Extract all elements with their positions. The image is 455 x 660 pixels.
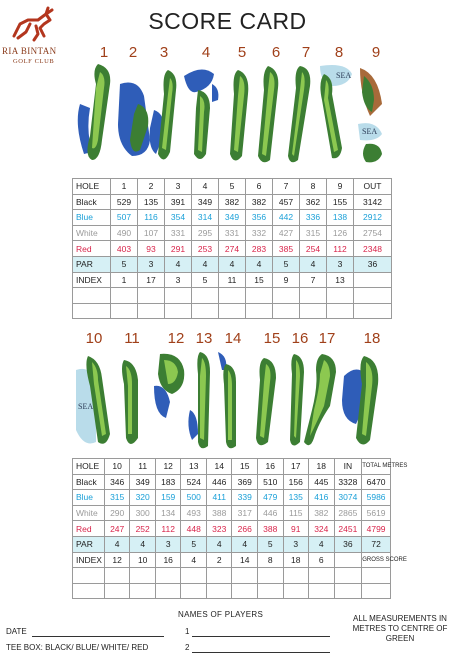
table-cell: 524 — [181, 474, 207, 490]
table-cell: 4 — [246, 256, 273, 272]
table-row — [73, 490, 391, 506]
player-2-label: 2 — [185, 643, 190, 652]
table-cell: 369 — [232, 474, 258, 490]
hole-number: 5 — [237, 44, 247, 61]
names-of-players-heading: NAMES OF PLAYERS — [178, 610, 264, 619]
score-entry-cell[interactable] — [73, 288, 111, 304]
hole-header: 18 — [309, 459, 335, 475]
hole-header: 17 — [283, 459, 309, 475]
hole-number: 3 — [159, 44, 169, 61]
table-cell: 16 — [155, 552, 181, 568]
gross-score-header: GROSS SCORE — [362, 552, 391, 568]
table-cell: 36 — [354, 256, 392, 272]
table-cell: 15 — [246, 272, 273, 288]
club-subtitle: GOLF CLUB — [13, 58, 55, 65]
table-cell: 385 — [273, 241, 300, 257]
front-nine-hole-maps — [0, 44, 455, 170]
hole-header: 5 — [219, 179, 246, 195]
hole-header: 15 — [232, 459, 258, 475]
table-cell: 529 — [111, 194, 138, 210]
player-1-label: 1 — [185, 627, 190, 636]
hole-number: 14 — [224, 330, 242, 347]
score-entry-cell[interactable] — [283, 583, 309, 599]
hole-number: 13 — [195, 330, 213, 347]
table-cell: 315 — [104, 490, 130, 506]
water-hazard — [212, 84, 218, 102]
table-cell: 126 — [327, 225, 354, 241]
table-cell: 479 — [258, 490, 284, 506]
hole-header: 1 — [111, 179, 138, 195]
row-label: PAR — [73, 256, 111, 272]
table-cell: 442 — [273, 210, 300, 226]
table-cell: 3 — [165, 272, 192, 288]
table-cell: 457 — [273, 194, 300, 210]
table-cell: 5 — [273, 256, 300, 272]
hole-number: 11 — [124, 330, 140, 347]
club-name: RIA BINTAN — [2, 46, 57, 56]
table-cell — [354, 272, 392, 288]
table-row — [73, 568, 391, 584]
table-cell: 4 — [165, 256, 192, 272]
hole-number: 8 — [334, 44, 344, 61]
hole-header: 9 — [327, 179, 354, 195]
hole-header: 13 — [181, 459, 207, 475]
table-cell: 382 — [246, 194, 273, 210]
table-cell — [334, 552, 362, 568]
score-entry-cell[interactable] — [111, 303, 138, 319]
table-cell: 91 — [283, 521, 309, 537]
table-cell: 382 — [219, 194, 246, 210]
table-cell: 135 — [138, 194, 165, 210]
sea-label: SEA — [78, 402, 94, 411]
table-cell: 112 — [155, 521, 181, 537]
hole-number: 4 — [201, 44, 211, 61]
table-row — [73, 225, 392, 241]
in-header: IN — [334, 459, 362, 475]
table-cell: 266 — [232, 521, 258, 537]
score-entry-cell[interactable] — [258, 568, 284, 584]
table-cell: 6470 — [362, 474, 391, 490]
table-row — [73, 256, 392, 272]
table-cell: 247 — [104, 521, 130, 537]
date-line[interactable] — [32, 636, 164, 637]
table-cell: 448 — [181, 521, 207, 537]
table-cell: 500 — [181, 490, 207, 506]
table-row — [73, 179, 392, 195]
score-entry-cell[interactable] — [206, 568, 232, 584]
table-cell: 510 — [258, 474, 284, 490]
row-label: Red — [73, 241, 111, 257]
table-cell: 388 — [206, 505, 232, 521]
table-cell: 4 — [181, 552, 207, 568]
row-label: PAR — [73, 536, 105, 552]
table-cell: 339 — [232, 490, 258, 506]
row-label: INDEX — [73, 272, 111, 288]
score-entry-cell[interactable] — [300, 303, 327, 319]
table-cell: 295 — [192, 225, 219, 241]
score-entry-cell[interactable] — [246, 303, 273, 319]
table-cell: 4 — [192, 256, 219, 272]
table-row — [73, 303, 392, 319]
table-row — [73, 583, 391, 599]
row-label: Blue — [73, 210, 111, 226]
table-row — [73, 272, 392, 288]
score-entry-cell[interactable] — [354, 303, 392, 319]
table-cell: 349 — [192, 194, 219, 210]
score-entry-cell[interactable] — [283, 568, 309, 584]
water-hazard — [188, 410, 198, 440]
table-cell: 411 — [206, 490, 232, 506]
score-entry-cell[interactable] — [104, 568, 130, 584]
hole-9-green — [363, 144, 382, 163]
hole-header: 7 — [273, 179, 300, 195]
score-entry-cell[interactable] — [219, 288, 246, 304]
hole-number: 1 — [99, 44, 109, 61]
table-cell: 7 — [300, 272, 327, 288]
table-cell: 507 — [111, 210, 138, 226]
table-cell: 354 — [165, 210, 192, 226]
table-cell: 362 — [300, 194, 327, 210]
table-cell: 4 — [232, 536, 258, 552]
table-row — [73, 536, 391, 552]
table-cell: 324 — [309, 521, 335, 537]
table-cell: 416 — [309, 490, 335, 506]
table-cell: 391 — [165, 194, 192, 210]
score-entry-cell[interactable] — [138, 303, 165, 319]
front-nine-course-illustration — [0, 44, 455, 170]
hole-header: 11 — [130, 459, 156, 475]
table-cell: 2754 — [354, 225, 392, 241]
score-entry-cell[interactable] — [232, 568, 258, 584]
table-cell: 4 — [300, 256, 327, 272]
table-cell: 6 — [309, 552, 335, 568]
score-entry-cell[interactable] — [327, 303, 354, 319]
table-cell: 135 — [283, 490, 309, 506]
hole-header: 16 — [258, 459, 284, 475]
table-cell: 5619 — [362, 505, 391, 521]
table-cell: 138 — [327, 210, 354, 226]
table-cell: 446 — [258, 505, 284, 521]
score-entry-cell[interactable] — [73, 303, 111, 319]
table-cell: 253 — [192, 241, 219, 257]
date-label: DATE — [6, 627, 27, 636]
table-cell: 8 — [258, 552, 284, 568]
score-entry-cell[interactable] — [362, 568, 391, 584]
table-cell: 3142 — [354, 194, 392, 210]
hole-number: 9 — [371, 44, 381, 61]
score-entry-cell[interactable] — [334, 568, 362, 584]
table-cell: 427 — [273, 225, 300, 241]
table-row — [73, 241, 392, 257]
table-cell: 11 — [219, 272, 246, 288]
table-cell: 300 — [130, 505, 156, 521]
score-entry-cell[interactable] — [273, 288, 300, 304]
player-2-line[interactable] — [192, 652, 330, 653]
table-cell: 159 — [155, 490, 181, 506]
row-label: White — [73, 505, 105, 521]
out-header: OUT — [354, 179, 392, 195]
table-cell: 134 — [155, 505, 181, 521]
table-row — [73, 505, 391, 521]
hole-header: 10 — [104, 459, 130, 475]
table-cell: 2865 — [334, 505, 362, 521]
score-entry-cell[interactable] — [192, 303, 219, 319]
measurement-note: ALL MEASUREMENTS IN METRES TO CENTRE OF GREEN — [352, 614, 448, 643]
score-entry-cell[interactable] — [206, 583, 232, 599]
table-cell: 274 — [219, 241, 246, 257]
sea-label: SEA — [362, 127, 378, 136]
score-entry-cell[interactable] — [258, 583, 284, 599]
score-entry-cell[interactable] — [165, 288, 192, 304]
front-nine-scorecard-table — [72, 178, 392, 319]
row-label: HOLE — [73, 179, 111, 195]
table-row — [73, 521, 391, 537]
table-cell: 314 — [192, 210, 219, 226]
table-cell: 10 — [130, 552, 156, 568]
player-1-line[interactable] — [192, 636, 330, 637]
water-hazard — [184, 69, 214, 92]
row-label: Blue — [73, 490, 105, 506]
score-entry-cell[interactable] — [334, 583, 362, 599]
table-row — [73, 194, 392, 210]
table-cell: 3 — [155, 536, 181, 552]
hole-number: 10 — [85, 330, 103, 347]
table-cell: 403 — [111, 241, 138, 257]
table-cell: 332 — [246, 225, 273, 241]
table-cell: 5 — [111, 256, 138, 272]
table-cell: 5 — [192, 272, 219, 288]
score-entry-cell[interactable] — [232, 583, 258, 599]
hole-header: 12 — [155, 459, 181, 475]
table-cell: 3 — [138, 256, 165, 272]
row-label: Red — [73, 521, 105, 537]
table-cell: 388 — [258, 521, 284, 537]
table-cell: 72 — [362, 536, 391, 552]
table-row — [73, 552, 391, 568]
table-cell: 4 — [219, 256, 246, 272]
table-cell: 3 — [283, 536, 309, 552]
hole-header: 4 — [192, 179, 219, 195]
table-cell: 36 — [334, 536, 362, 552]
score-entry-cell[interactable] — [130, 568, 156, 584]
table-cell: 3074 — [334, 490, 362, 506]
table-cell: 331 — [219, 225, 246, 241]
hole-number: 7 — [301, 44, 311, 61]
score-entry-cell[interactable] — [155, 568, 181, 584]
hole-number: 16 — [291, 330, 309, 347]
table-cell: 9 — [273, 272, 300, 288]
table-row — [73, 474, 391, 490]
table-cell: 2348 — [354, 241, 392, 257]
score-entry-cell[interactable] — [273, 303, 300, 319]
table-cell: 93 — [138, 241, 165, 257]
table-cell: 252 — [130, 521, 156, 537]
table-cell: 446 — [206, 474, 232, 490]
table-cell: 4799 — [362, 521, 391, 537]
hole-number: 2 — [128, 44, 138, 61]
table-cell: 3 — [327, 256, 354, 272]
back-nine-course-illustration — [0, 330, 455, 454]
hole-number: 18 — [363, 330, 381, 347]
back-nine-hole-maps — [0, 330, 455, 454]
score-entry-cell[interactable] — [104, 583, 130, 599]
score-entry-cell[interactable] — [73, 583, 105, 599]
table-cell: 17 — [138, 272, 165, 288]
back-nine-scorecard-table — [72, 458, 408, 599]
score-entry-cell[interactable] — [192, 288, 219, 304]
score-entry-cell[interactable] — [138, 288, 165, 304]
hole-header: 2 — [138, 179, 165, 195]
table-cell: 5 — [258, 536, 284, 552]
hole-header: 8 — [300, 179, 327, 195]
table-cell: 3328 — [334, 474, 362, 490]
hole-header: 14 — [206, 459, 232, 475]
table-cell: 445 — [309, 474, 335, 490]
hole-number: 6 — [271, 44, 281, 61]
table-cell: 2912 — [354, 210, 392, 226]
score-entry-cell[interactable] — [130, 583, 156, 599]
table-cell: 18 — [283, 552, 309, 568]
table-cell: 112 — [327, 241, 354, 257]
table-cell: 317 — [232, 505, 258, 521]
score-entry-cell[interactable] — [246, 288, 273, 304]
table-cell: 382 — [309, 505, 335, 521]
score-entry-cell[interactable] — [111, 288, 138, 304]
table-cell: 12 — [104, 552, 130, 568]
hole-number: 17 — [318, 330, 336, 347]
row-label: Black — [73, 194, 111, 210]
score-entry-cell[interactable] — [73, 568, 105, 584]
hole-header: 6 — [246, 179, 273, 195]
sea-label: SEA — [336, 71, 352, 80]
score-entry-cell[interactable] — [300, 288, 327, 304]
tee-box-label: TEE BOX: BLACK/ BLUE/ WHITE/ RED — [6, 643, 149, 652]
table-cell: 2 — [206, 552, 232, 568]
table-cell: 331 — [165, 225, 192, 241]
row-label: INDEX — [73, 552, 105, 568]
page-title: SCORE CARD — [148, 8, 307, 34]
table-cell: 315 — [300, 225, 327, 241]
table-cell: 4 — [130, 536, 156, 552]
table-row — [73, 210, 392, 226]
table-cell: 14 — [232, 552, 258, 568]
table-cell: 320 — [130, 490, 156, 506]
table-cell: 5986 — [362, 490, 391, 506]
table-cell: 4 — [104, 536, 130, 552]
table-cell: 349 — [219, 210, 246, 226]
row-label: Black — [73, 474, 105, 490]
score-entry-cell[interactable] — [181, 568, 207, 584]
score-entry-cell[interactable] — [165, 303, 192, 319]
table-cell: 116 — [138, 210, 165, 226]
table-cell: 290 — [104, 505, 130, 521]
table-cell: 346 — [104, 474, 130, 490]
table-cell: 323 — [206, 521, 232, 537]
table-cell: 183 — [155, 474, 181, 490]
hole-header: 3 — [165, 179, 192, 195]
hole-number: 12 — [167, 330, 185, 347]
table-cell: 4 — [309, 536, 335, 552]
table-cell: 336 — [300, 210, 327, 226]
row-label: White — [73, 225, 111, 241]
table-cell: 115 — [283, 505, 309, 521]
table-cell: 1 — [111, 272, 138, 288]
table-cell: 254 — [300, 241, 327, 257]
table-cell: 349 — [130, 474, 156, 490]
score-entry-cell[interactable] — [362, 583, 391, 599]
table-cell: 356 — [246, 210, 273, 226]
hole-number: 15 — [263, 330, 281, 347]
table-cell: 13 — [327, 272, 354, 288]
table-cell: 4 — [206, 536, 232, 552]
table-cell: 155 — [327, 194, 354, 210]
table-cell: 493 — [181, 505, 207, 521]
score-entry-cell[interactable] — [309, 583, 335, 599]
score-entry-cell[interactable] — [327, 288, 354, 304]
table-cell: 2451 — [334, 521, 362, 537]
table-cell: 291 — [165, 241, 192, 257]
table-cell: 156 — [283, 474, 309, 490]
total-metres-header: TOTAL METRES — [362, 459, 391, 475]
score-entry-cell[interactable] — [155, 583, 181, 599]
table-row — [73, 459, 391, 475]
table-row — [73, 288, 392, 304]
score-entry-cell[interactable] — [354, 288, 392, 304]
table-cell: 5 — [181, 536, 207, 552]
table-cell: 283 — [246, 241, 273, 257]
score-entry-cell[interactable] — [219, 303, 246, 319]
score-entry-cell[interactable] — [181, 583, 207, 599]
table-cell: 490 — [111, 225, 138, 241]
score-entry-cell[interactable] — [309, 568, 335, 584]
table-cell: 107 — [138, 225, 165, 241]
row-label: HOLE — [73, 459, 105, 475]
